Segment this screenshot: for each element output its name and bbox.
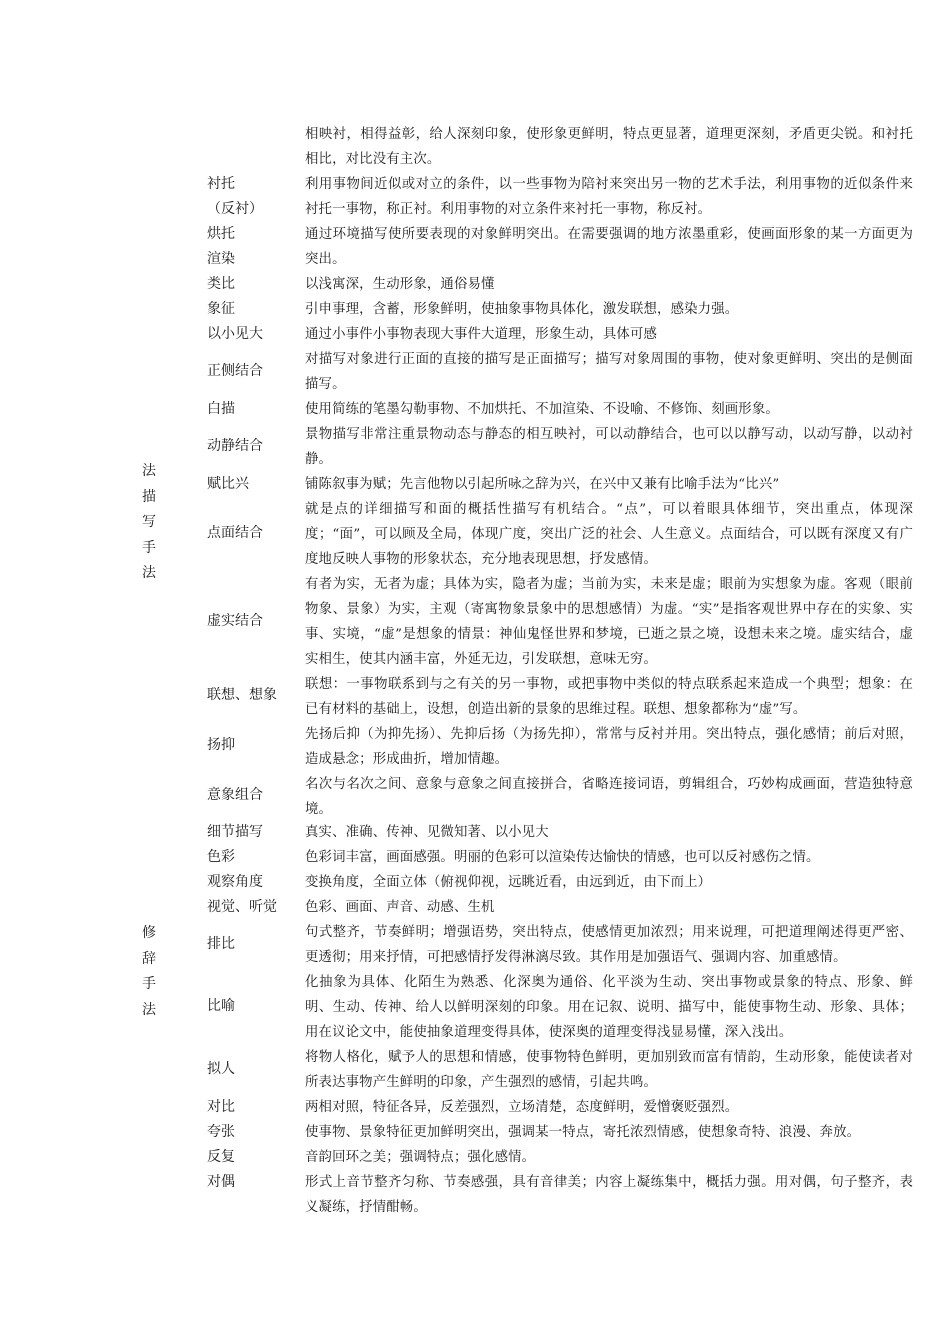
term-description: 利用事物间近似或对立的条件，以一些事物为陪衬来突出另一物的艺术手法，利用事物的近似条件来衬托一事物，称正衬。利用事物的对立条件来衬托一事物，称反衬。 <box>305 177 913 217</box>
category-char: 修 <box>142 925 156 941</box>
term-description: 将物人格化，赋予人的思想和情感，使事物特色鲜明，更加别致而富有情韵，生动形象，能使读者对所表达事物产生鲜明的印象，产生强烈的感情，引起共鸣。 <box>305 1050 913 1090</box>
term-label: 动静结合 <box>207 438 263 454</box>
term-label: 虚实结合 <box>207 613 263 629</box>
term-label: 点面结合 <box>207 525 263 541</box>
term-label: 以小见大 <box>207 326 263 342</box>
term-description: 联想：一事物联系到与之有关的另一事物，或把事物中类似的特点联系起来造成一个典型；想象：在已有材料的基础上，设想，创造出新的景象的思维过程。联想、想象都称为“虚”写。 <box>305 677 913 717</box>
category-char: 手 <box>142 539 156 556</box>
term-label: 细节描写 <box>207 824 263 840</box>
term-description: 以浅寓深，生动形象，通俗易懂 <box>305 277 495 292</box>
term-description: 铺陈叙事为赋；先言他物以引起所咏之辞为兴，在兴中又兼有比喻手法为“比兴” <box>305 477 780 492</box>
term-label: 类比 <box>207 276 235 292</box>
term-description: 景物描写非常注重景物动态与静态的相互映衬，可以动静结合，也可以以静写动，以动写静，以动衬静。 <box>305 427 913 467</box>
term-label: 夸张 <box>207 1124 235 1140</box>
term-description: 两相对照，特征各异，反差强烈，立场清楚，态度鲜明，爱憎褒贬强烈。 <box>305 1100 739 1115</box>
term-label: 扬抑 <box>207 737 235 753</box>
term-label: 色彩 <box>207 849 235 865</box>
category-char: 描 <box>142 488 156 505</box>
term-description: 使用简练的笔墨勾勒事物、不加烘托、不加渲染、不设喻、不修饰、刻画形象。 <box>305 402 779 417</box>
term-description: 形式上音节整齐匀称、节奏感强，具有音律美；内容上凝练集中，概括力强。用对偶，句子整齐，表义凝练，抒情酣畅。 <box>305 1175 913 1215</box>
term-description: 相映衬，相得益彰，给人深刻印象，使形象更鲜明，特点更显著，道理更深刻，矛盾更尖锐。和衬托相比，对比没有主次。 <box>305 127 913 167</box>
term-label: 拟人 <box>207 1061 235 1077</box>
term-label: 排比 <box>207 936 235 952</box>
term-description: 引申事理，含蓄，形象鲜明，使抽象事物具体化，激发联想，感染力强。 <box>305 302 739 317</box>
term-description: 音韵回环之美；强调特点；强化感情。 <box>305 1150 536 1165</box>
term-label: 观察角度 <box>207 874 263 890</box>
term-description: 化抽象为具体、化陌生为熟悉、化深奥为通俗、化平淡为生动、突出事物或景象的特点、形象、鲜明、生动、传神、给人以鲜明深刻的印象。用在记叙、说明、描写中，能使事物生动、形象、具体；用在议论文中，能使抽象道理变得具体，使深奥的道理变得浅显易懂，深入浅出。 <box>305 975 913 1040</box>
term-label: 视觉、听觉 <box>207 899 277 915</box>
term-label: 联想、想象 <box>207 687 277 703</box>
term-description: 名次与名次之间、意象与意象之间直接拼合，省略连接词语，剪辑组合，巧妙构成画面，营造独特意境。 <box>305 777 913 817</box>
term-description: 先扬后抑（为抑先扬）、先抑后扬（为扬先抑），常常与反衬并用。突出特点，强化感情；前后对照，造成悬念；形成曲折，增加情趣。 <box>305 727 913 767</box>
term-label: 赋比兴 <box>207 476 249 492</box>
category-char: 辞 <box>142 950 156 967</box>
term-description: 通过环境描写使所要表现的对象鲜明突出。在需要强调的地方浓墨重彩，使画面形象的某一方面更为突出。 <box>305 227 913 267</box>
term-label: 正侧结合 <box>207 363 263 379</box>
term-label: 衬托 <box>207 176 235 192</box>
term-description: 就是点的详细描写和面的概括性描写有机结合。“点”，可以着眼具体细节，突出重点，体现深度；“面”，可以顾及全局，体现广度，突出广泛的社会、人生意义。点面结合，可以既有深度又有广度地反映人事物的形象状态，充分地表现思想，抒发感情。 <box>305 502 913 567</box>
category-rhetoric-methods <box>139 921 159 1023</box>
term-label: 象征 <box>207 301 235 317</box>
term-description: 色彩、画面、声音、动感、生机 <box>305 900 495 915</box>
term-label: 比喻 <box>207 998 235 1014</box>
term-label: 意象组合 <box>207 787 263 803</box>
term-label: （反衬） <box>207 201 263 217</box>
term-description: 色彩词丰富，画面感强。明丽的色彩可以渲染传达愉快的情感，也可以反衬感伤之情。 <box>305 850 820 865</box>
category-char: 手 <box>142 976 156 992</box>
term-description: 通过小事件小事物表现大事件大道理，形象生动，具体可感 <box>305 327 658 342</box>
term-description: 对描写对象进行正面的直接的描写是正面描写；描写对象周围的事物，使对象更鲜明、突出的是侧面描写。 <box>305 352 913 392</box>
category-char: 法 <box>142 1001 156 1018</box>
term-description: 真实、准确、传神、见微知著、以小见大 <box>305 825 549 840</box>
category-char: 法 <box>142 565 156 581</box>
term-description: 使事物、景象特征更加鲜明突出，强调某一特点，寄托浓烈情感，使想象奇特、浪漫、奔放。 <box>305 1125 861 1140</box>
term-label: 烘托 <box>207 226 235 242</box>
category-char: 写 <box>142 514 156 530</box>
term-label: 对比 <box>207 1099 235 1115</box>
term-description: 句式整齐，节奏鲜明；增强语势，突出特点，使感情更加浓烈；用来说理，可把道理阐述得更严密、更透彻；用来抒情，可把感情抒发得淋漓尽致。其作用是加强语气、强调内容、加重感情。 <box>305 925 913 965</box>
term-description: 变换角度，全面立体（俯视仰视，远眺近看，由远到近，由下而上） <box>305 875 712 890</box>
term-label: 渲染 <box>207 251 235 267</box>
term-label: 对偶 <box>207 1174 235 1190</box>
term-description: 有者为实，无者为虚；具体为实，隐者为虚；当前为实，未来是虚；眼前为实想象为虚。客观（眼前物象、景象）为实，主观（寄寓物象景象中的思想感情）为虚。“实”是指客观世界中存在的实象、实事、实境，“虚”是想象的情景：神仙鬼怪世界和梦境，已逝之景之境，设想未来之境。虚实结合，虚实相生，使其内涵丰富，外延无边，引发联想，意味无穷。 <box>305 577 913 667</box>
term-label: 反复 <box>207 1149 235 1165</box>
term-label: 白描 <box>207 401 235 417</box>
category-description-methods <box>139 459 159 587</box>
category-char: 法 <box>142 463 156 479</box>
